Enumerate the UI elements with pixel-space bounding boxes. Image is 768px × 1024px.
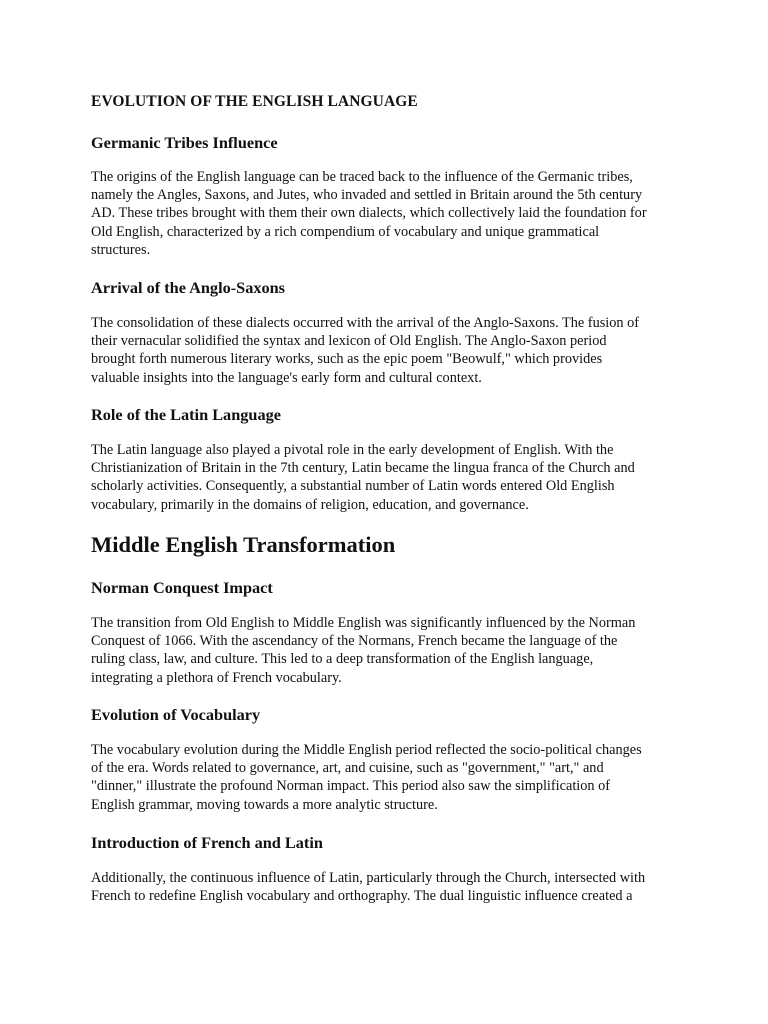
text-line: valuable insights into the language's early form and cultural context. [91, 369, 482, 386]
text-line: The consolidation of these dialects occurred with the arrival of the Anglo-Saxons. The fusion of [91, 315, 640, 331]
section-heading-french-and-latin: Introduction of French and Latin [91, 833, 323, 852]
text-line: of the era. Words related to governance, art, and cuisine, such as "government," "art," and [91, 760, 604, 777]
section-heading-evolution-vocabulary: Evolution of Vocabulary [91, 705, 261, 724]
text-line: ruling class, law, and culture. This led to a deep transformation of the English language, [91, 651, 594, 668]
text-line: integrating a plethora of French vocabulary. [91, 669, 342, 686]
text-line: French to redefine English vocabulary and orthography. The dual linguistic influence created a [91, 888, 633, 905]
text-line: brought forth numerous literary works, such as the epic poem "Beowulf," which provides [91, 351, 603, 368]
text-line: "dinner," illustrate the profound Norman impact. This period also saw the simplification of [91, 778, 611, 795]
section-heading-anglo-saxons: Arrival of the Anglo-Saxons [91, 278, 286, 297]
paragraph-anglo-saxons [91, 314, 639, 387]
text-line: Christianization of Britain in the 7th century, Latin became the lingua franca of the Church and [91, 460, 635, 477]
text-line: scholarly activities. Consequently, a substantial number of Latin words entered Old English [91, 478, 615, 495]
chapter-heading-middle-english: Middle English Transformation [91, 532, 396, 557]
paragraph-latin-language [91, 441, 635, 514]
paragraph-evolution-vocabulary [91, 741, 642, 814]
text-line: structures. [91, 241, 151, 258]
paragraph-germanic-tribes [91, 168, 647, 259]
text-line: their vernacular solidified the syntax and lexicon of Old English. The Anglo-Saxon period [91, 333, 607, 350]
paragraph-norman-conquest [91, 614, 635, 687]
text-line: The Latin language also played a pivotal role in the early development of English. With the [91, 442, 614, 458]
text-line: Additionally, the continuous influence of Latin, particularly through the Church, intersected with [91, 870, 646, 886]
text-line: English grammar, moving towards a more analytic structure. [91, 796, 438, 813]
text-line: namely the Angles, Saxons, and Jutes, who invaded and settled in Britain around the 5th century [91, 187, 643, 204]
section-heading-germanic-tribes: Germanic Tribes Influence [91, 133, 278, 152]
text-line: The origins of the English language can be traced back to the influence of the Germanic tribes, [91, 169, 633, 185]
text-line: The transition from Old English to Middle English was significantly influenced by the Norman [91, 615, 636, 631]
section-heading-latin-language: Role of the Latin Language [91, 405, 281, 424]
text-line: Conquest of 1066. With the ascendancy of the Normans, French became the language of the [91, 633, 618, 650]
text-line: AD. These tribes brought with them their own dialects, which collectively laid the foundation for [91, 205, 647, 222]
text-line: Old English, characterized by a rich compendium of vocabulary and unique grammatical [91, 223, 600, 240]
paragraph-french-and-latin [91, 869, 645, 905]
text-line: vocabulary, primarily in the domains of religion, education, and governance. [91, 496, 529, 513]
document-title: EVOLUTION OF THE ENGLISH LANGUAGE [91, 93, 418, 110]
section-heading-norman-conquest: Norman Conquest Impact [91, 578, 273, 597]
text-line: The vocabulary evolution during the Middle English period reflected the socio-political changes [91, 742, 642, 758]
